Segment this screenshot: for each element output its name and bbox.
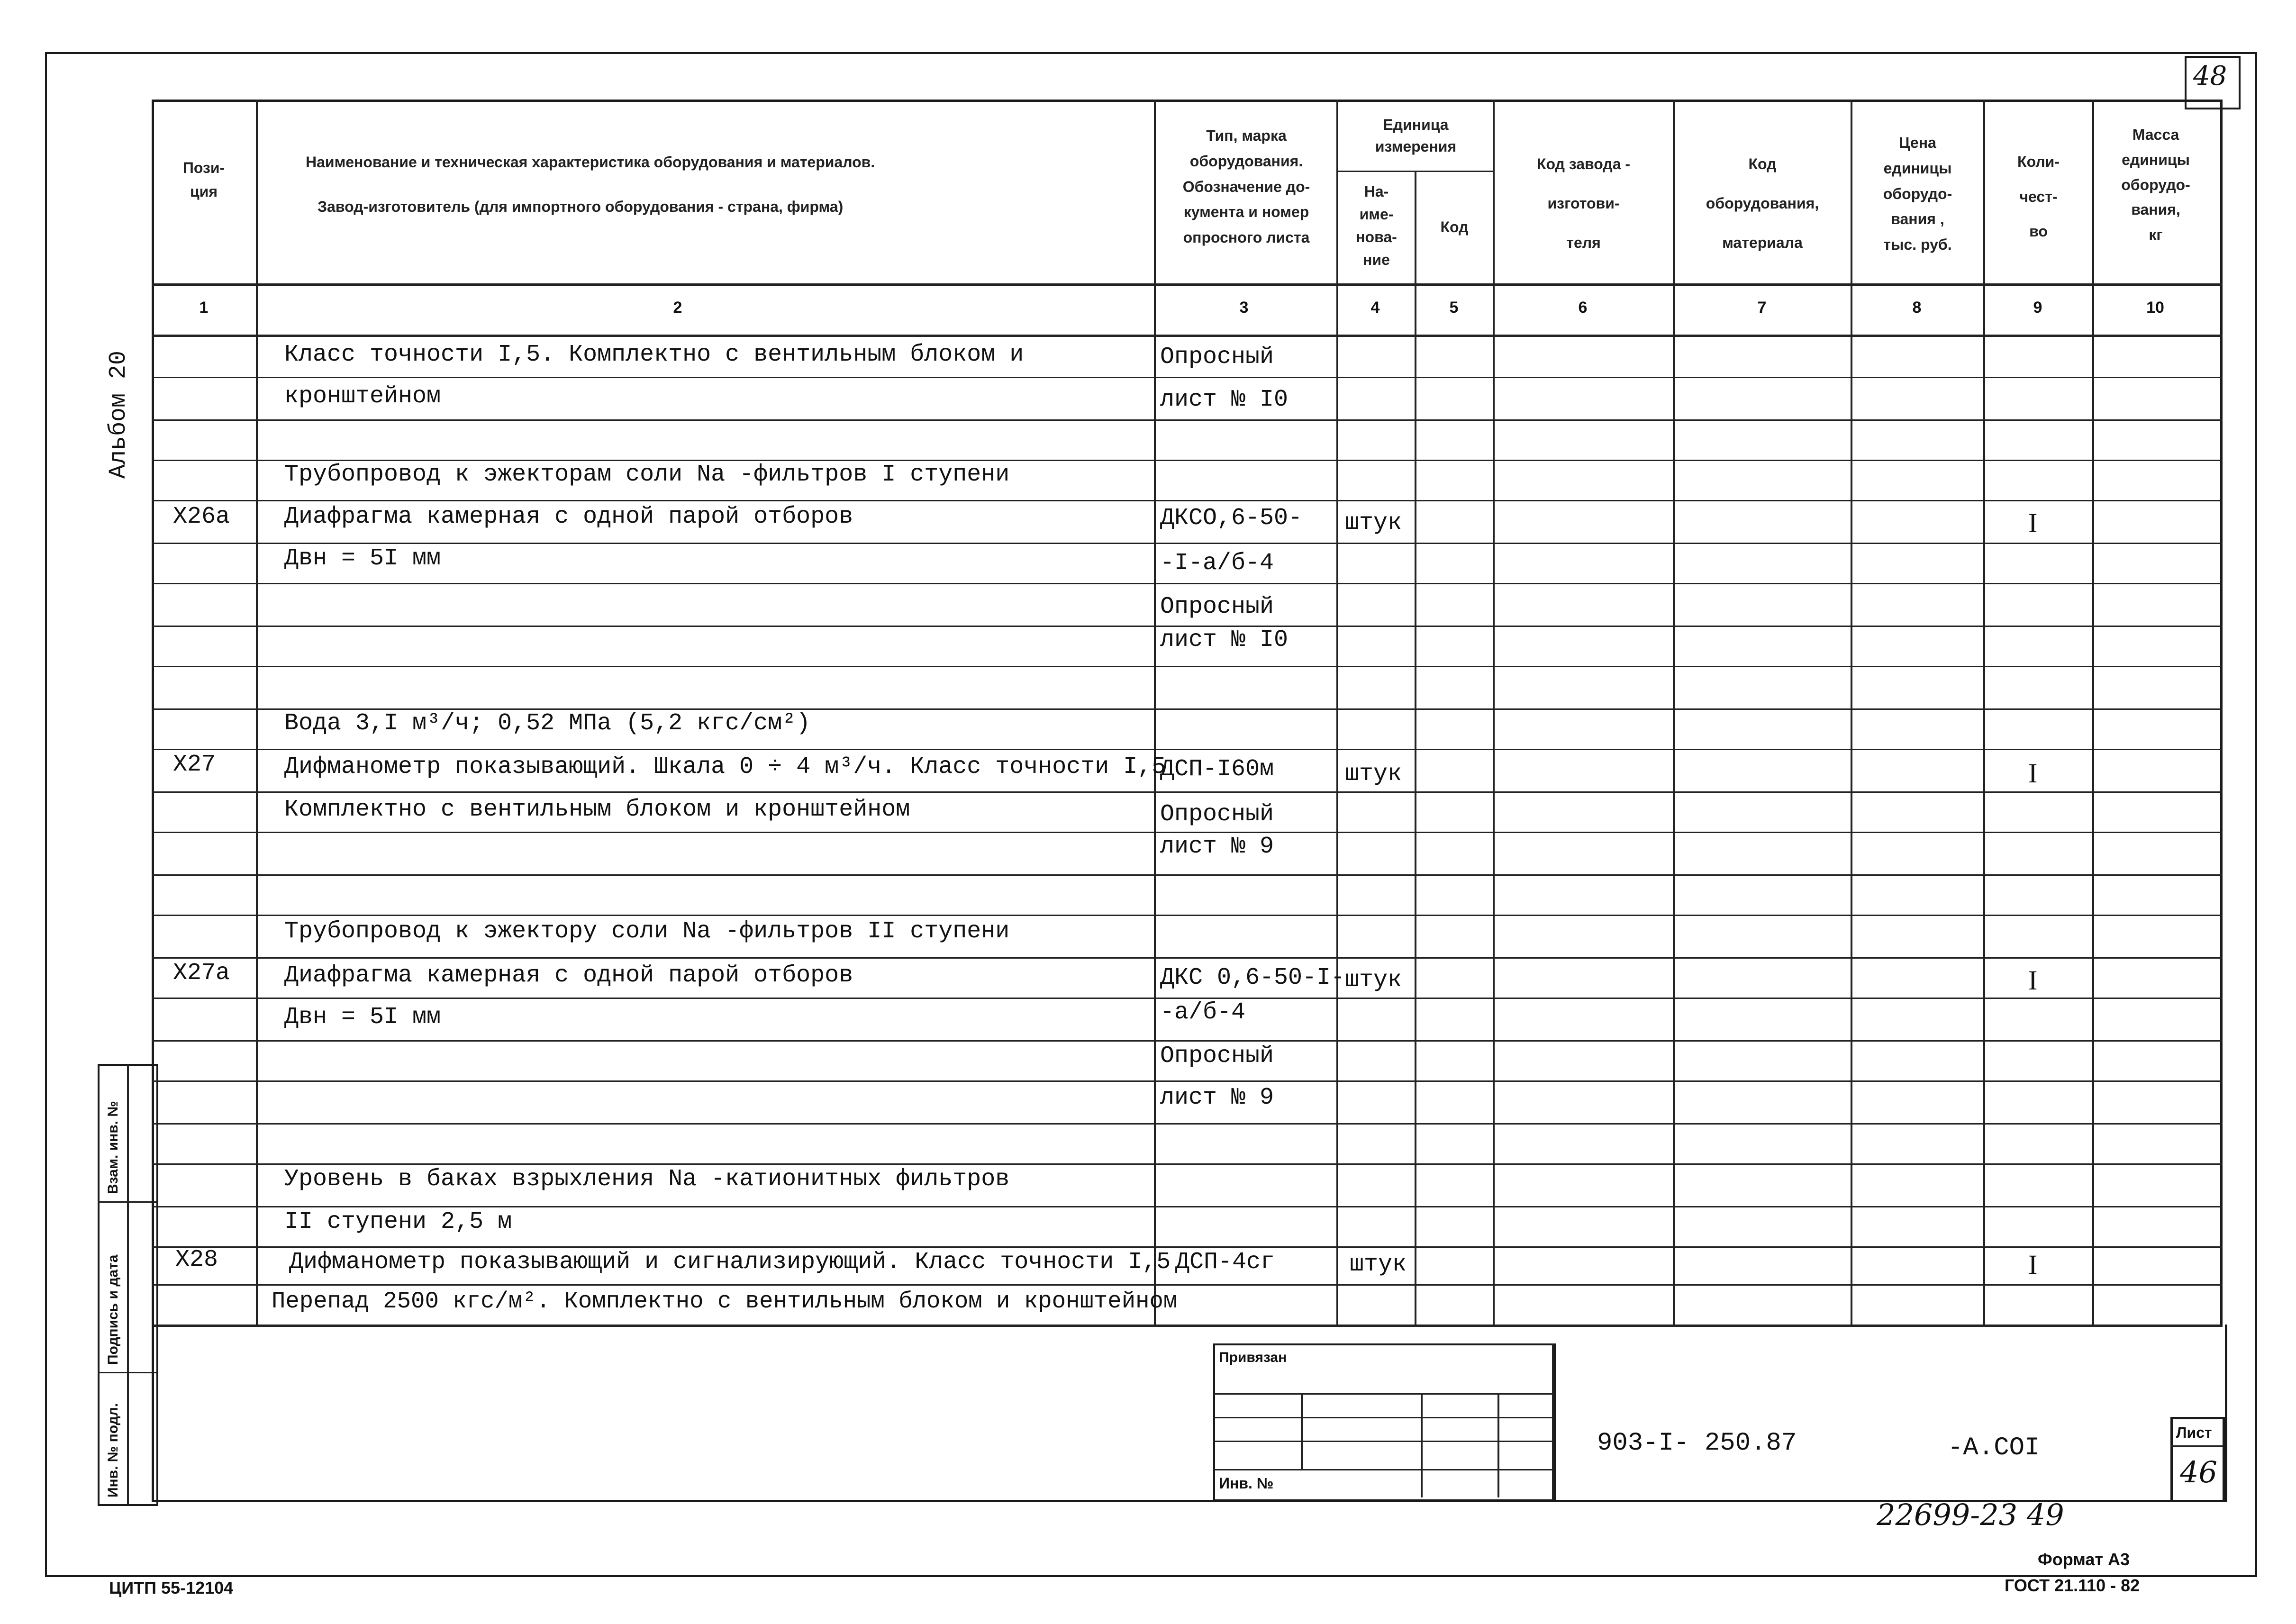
header-unit-group: Единица измерения — [1375, 116, 1457, 155]
side-stamp-cell-replace-inv: Взам. инв. № — [105, 1101, 121, 1194]
header-factory-code: Код завода - изготови- теля — [1536, 155, 1631, 252]
table-row-position: X27 — [173, 751, 216, 778]
table-row-quantity: I — [2028, 508, 2038, 538]
table-row-position: X26a — [173, 503, 230, 530]
header-equipment-code: Код оборудования, материала — [1706, 155, 1819, 252]
table-row-name: II ступени 2,5 м — [284, 1208, 512, 1235]
header-unit-name: На- име- нова- ние — [1356, 183, 1397, 268]
table-row-unit: штук — [1350, 1251, 1407, 1278]
table-row-name: Дифманометр показывающий. Шкала 0 ÷ 4 м³/ч. Класс точности I,5 — [284, 753, 1166, 780]
header-position: Пози- ция — [182, 159, 225, 200]
colnum-5: 5 — [1449, 299, 1459, 317]
table-row-name: кронштейном — [284, 383, 441, 410]
table-row-name: Перепад 2500 кгс/м². Комплектно с вентильным блоком и кронштейном — [272, 1288, 1178, 1315]
table-row-name: Двн = 5I мм — [284, 1004, 441, 1031]
table-row-position: X28 — [175, 1246, 218, 1273]
list-label: Лист — [2176, 1424, 2212, 1441]
document-suffix: -А.СОI — [1948, 1433, 2040, 1462]
header-unit-code: Код — [1440, 218, 1469, 236]
header-type: Тип, марка оборудования. Обозначение до- кумента и номер опросного листа — [1182, 127, 1310, 246]
colnum-8: 8 — [1912, 299, 1922, 317]
table-row-type: лист № 9 — [1160, 1084, 1274, 1111]
table-row-name: Комплектно с вентильным блоком и кронштейном — [284, 796, 910, 823]
table-row-quantity: I — [2028, 965, 2038, 996]
table-row-name: Диафрагма камерная с одной парой отборов — [284, 503, 853, 530]
title-block-privyazan: Привязан — [1219, 1350, 1287, 1365]
table-row-name: Трубопровод к эжекторам соли Na -фильтров I ступени — [284, 461, 1010, 488]
header-name-line2: Завод-изготовитель (для импортного оборудования - страна, фирма) — [318, 198, 844, 215]
colnum-6: 6 — [1578, 299, 1588, 317]
table-row-quantity: I — [2028, 758, 2038, 789]
header-quantity: Коли- чест- во — [2017, 153, 2060, 240]
table-row-name: Вода 3,I м³/ч; 0,52 МПа (5,2 кгс/см²) — [284, 710, 811, 737]
album-label: Альбом 20 — [105, 350, 132, 479]
colnum-3: 3 — [1239, 299, 1249, 317]
table-row-type: лист № I0 — [1160, 386, 1289, 413]
colnum-2: 2 — [673, 299, 682, 317]
table-row-type: лист № I0 — [1160, 626, 1289, 653]
side-stamp-cell-signature-date: Подпись и дата — [105, 1254, 121, 1365]
colnum-7: 7 — [1757, 299, 1767, 317]
gost-label: ГОСТ 21.110 - 82 — [2005, 1576, 2140, 1595]
table-row-name: Диафрагма камерная с одной парой отборов — [284, 962, 853, 989]
table-row-type: -I-а/б-4 — [1160, 550, 1274, 577]
handwritten-number: 22699-23 49 — [1877, 1497, 2064, 1532]
table-row-unit: штук — [1345, 967, 1402, 994]
table-row-type: Опросный — [1160, 593, 1274, 620]
table-row-name: Двн = 5I мм — [284, 545, 441, 572]
table-row-unit: штук — [1345, 509, 1402, 536]
table-row-type: -а/б-4 — [1160, 999, 1246, 1026]
table-row-name: Дифманометр показывающий и сигнализирующий. Класс точности I,5 — [289, 1249, 1171, 1276]
colnum-4: 4 — [1370, 299, 1380, 317]
table-row-type: ДКСО,6-50- — [1160, 505, 1303, 532]
document-code: 903-I- 250.87 — [1597, 1429, 1797, 1458]
table-row-quantity: I — [2028, 1249, 2038, 1280]
colnum-9: 9 — [2033, 299, 2042, 317]
table-row-type: Опросный — [1160, 801, 1274, 828]
colnum-1: 1 — [199, 299, 209, 317]
sheet-corner-number: 48 — [2193, 61, 2227, 91]
table-row-name: Уровень в баках взрыхления Na -катионитных фильтров — [284, 1166, 1010, 1193]
table-row-name: Класс точности I,5. Комплектно с вентильным блоком и — [284, 341, 1024, 368]
format-label: Формат А3 — [2038, 1550, 2130, 1569]
table-row-type: лист № 9 — [1160, 833, 1274, 860]
header-price: Цена единицы оборудо- вания , тыс. руб. — [1883, 134, 1952, 253]
table-row-type: Опросный — [1160, 1043, 1274, 1070]
table-row-type: ДСП-4сг — [1175, 1249, 1275, 1276]
table-row-unit: штук — [1345, 761, 1402, 788]
table-row-position: X27a — [173, 960, 230, 987]
title-block-inv-no: Инв. № — [1219, 1475, 1274, 1492]
bottom-left-code: ЦИТП 55-12104 — [109, 1578, 234, 1597]
list-number: 46 — [2180, 1455, 2217, 1489]
table-row-type: ДСП-I60м — [1160, 756, 1274, 783]
side-stamp-cell-orig-inv: Инв. № подл. — [105, 1403, 121, 1497]
header-mass: Масса единицы оборудо- вания, кг — [2121, 126, 2190, 244]
table-row-name: Трубопровод к эжектору соли Na -фильтров II ступени — [284, 918, 1010, 945]
table-row-type: Опросный — [1160, 344, 1274, 371]
header-name-line1: Наименование и техническая характеристика оборудования и материалов. — [306, 154, 875, 171]
colnum-10: 10 — [2146, 299, 2164, 317]
table-row-type: ДКС 0,6-50-I- — [1160, 964, 1345, 991]
